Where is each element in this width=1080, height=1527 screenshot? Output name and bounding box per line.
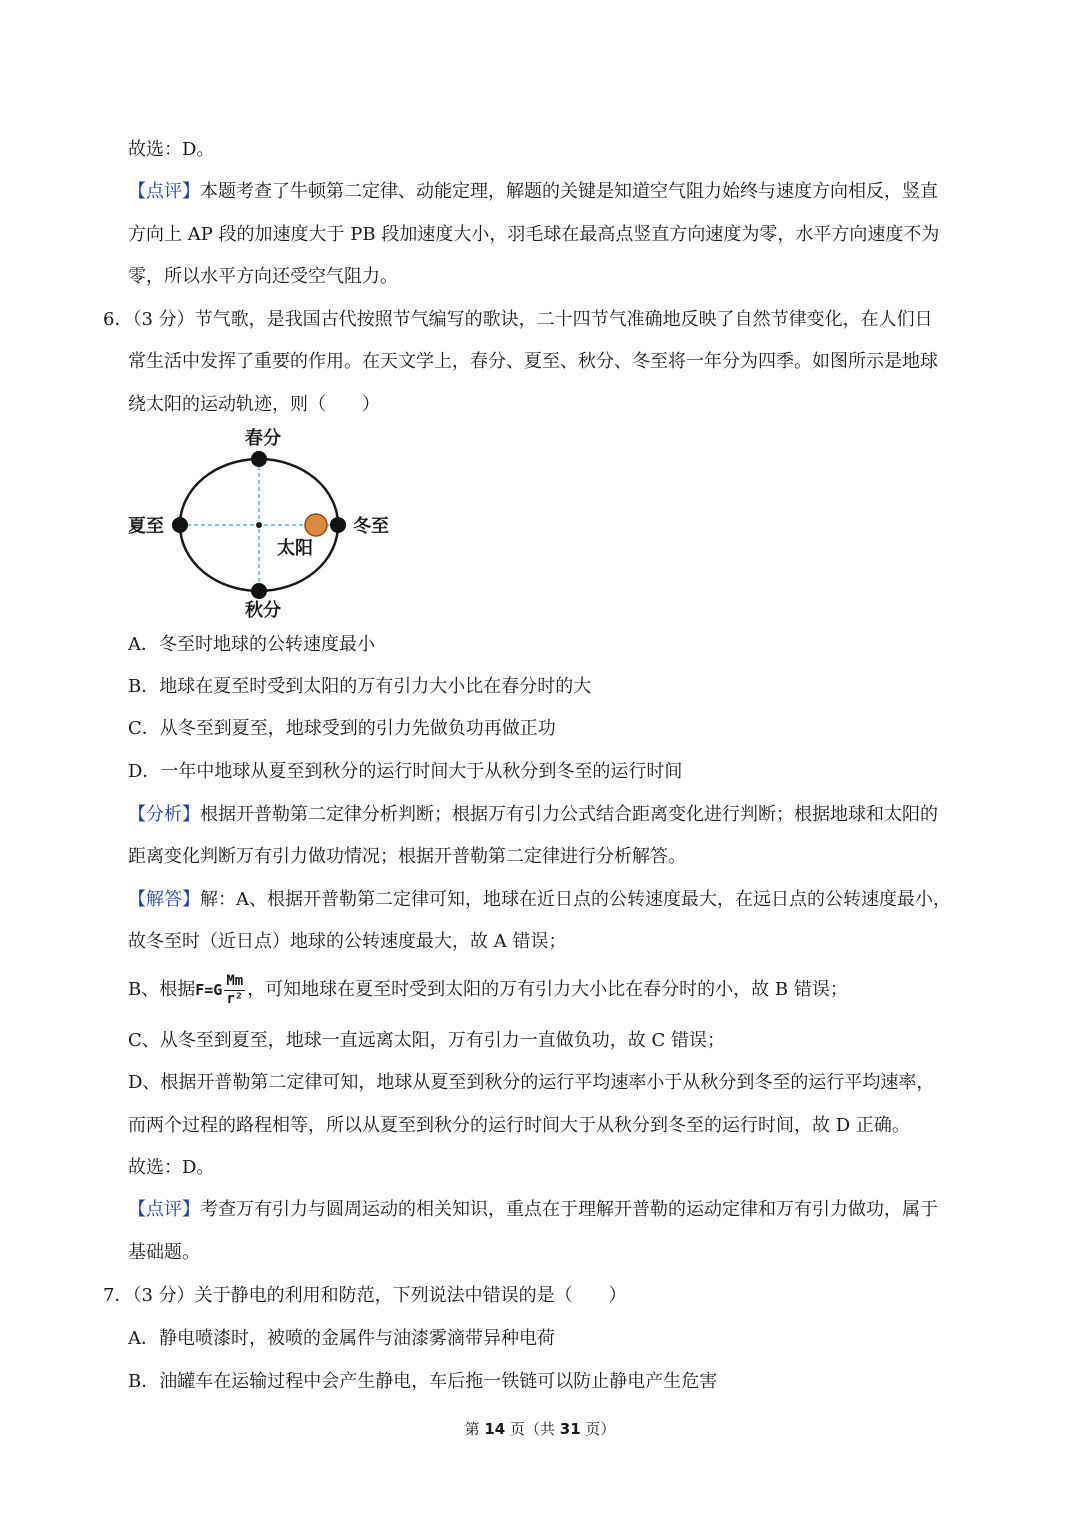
earth-spring — [251, 451, 267, 467]
q6-solution-a2: 故冬至时（近日点）地球的公转速度最大，故 A 错误； — [128, 931, 567, 952]
earth-winter — [330, 517, 346, 533]
q6-analysis-line-1: 【分析】根据开普勒第二定律分析判断；根据万有引力公式结合距离变化进行判断；根据地球和太阳的 — [128, 804, 938, 825]
comment-tag: 【点评】 — [128, 181, 200, 202]
q6-solution-c: C、从冬至到夏至，地球一直远离太阳，万有引力一直做负功，故 C 错误； — [128, 1030, 725, 1051]
formula-lhs: F=G — [195, 981, 223, 999]
q6-option-a: A．冬至时地球的公转速度最小 — [128, 634, 375, 655]
q6-analysis-line-2: 距离变化判断万有引力做功情况；根据开普勒第二定律进行分析解答。 — [128, 846, 686, 867]
q6-solution-d1: D、根据开普勒第二定律可知，地球从夏至到秋分的运行平均速率小于从秋分到冬至的运行平均速率， — [128, 1072, 935, 1093]
q6-solution-b: B、根据F=G $\frac{Mm}{\text{r²}}$ ，可知地球在夏至时受到太阳的万有引力大小比在春分时的小，故 B 错误； — [128, 972, 848, 1007]
q6-comment-line-2: 基础题。 — [128, 1242, 200, 1263]
orbit-center-dot — [256, 522, 262, 528]
q7-stem: 7．（3 分）关于静电的利用和防范，下列说法中错误的是（ ） — [103, 1285, 627, 1306]
page-total: 31 — [559, 1420, 581, 1438]
q6-option-b: B．地球在夏至时受到太阳的万有引力大小比在春分时的大 — [128, 676, 592, 697]
q6-option-d: D．一年中地球从夏至到秋分的运行时间大于从秋分到冬至的运行时间 — [128, 761, 683, 782]
q6-stem-line-1: 6．（3 分）节气歌，是我国古代按照节气编写的歌诀，二十四节气准确地反映了自然节律变化，在人们日 — [103, 309, 933, 330]
q6-stem-line-3: 绕太阳的运动轨迹，则（ ） — [128, 394, 380, 415]
sun — [305, 514, 327, 536]
q6-stem-line-2: 常生活中发挥了重要的作用。在天文学上，春分、夏至、秋分、冬至将一年分为四季。如图所示是地球 — [128, 351, 938, 372]
page-number: 14 — [484, 1420, 506, 1438]
label-autumn-equinox: 秋分 — [245, 600, 281, 621]
label-spring-equinox: 春分 — [245, 428, 281, 449]
q6-option-c: C．从冬至到夏至，地球受到的引力先做负功再做正功 — [128, 718, 556, 739]
label-winter-solstice: 冬至 — [353, 516, 389, 537]
earth-autumn — [251, 583, 267, 599]
earth-summer — [172, 517, 188, 533]
earth-orbit-diagram — [120, 420, 400, 625]
prev-comment-line-2: 方向上 AP 段的加速度大于 PB 段加速度大小，羽毛球在最高点竖直方向速度为零，水平方向速度不为 — [128, 224, 940, 245]
prev-comment-line-3: 零，所以水平方向还受空气阻力。 — [128, 266, 398, 287]
label-summer-solstice: 夏至 — [128, 516, 164, 537]
formula-fraction: $\frac{Mm}{\text{r²}}$ — [226, 972, 244, 1007]
label-sun: 太阳 — [277, 538, 313, 559]
comment-tag: 【点评】 — [128, 1199, 200, 1220]
q6-answer: 故选：D。 — [128, 1157, 215, 1178]
prev-comment-line-1: 【点评】本题考查了牛顿第二定律、动能定理，解题的关键是知道空气阻力始终与速度方向相反，竖直 — [128, 181, 938, 202]
analysis-tag: 【分析】 — [128, 804, 200, 825]
q6-comment-line-1: 【点评】考查万有引力与圆周运动的相关知识，重点在于理解开普勒的运动定律和万有引力做功，属于 — [128, 1199, 938, 1220]
q6-solution-d2: 而两个过程的路程相等，所以从夏至到秋分的运行时间大于从秋分到冬至的运行时间，故 D 正确。 — [128, 1115, 910, 1136]
q6-solution-line-1: 【解答】解：A、根据开普勒第二定律可知，地球在近日点的公转速度最大，在远日点的公转速度最小， — [128, 889, 951, 910]
page-footer: 第 14 页（共 31 页） — [464, 1420, 616, 1438]
prev-answer: 故选：D。 — [128, 139, 215, 160]
q7-option-a: A．静电喷漆时，被喷的金属件与油漆雾滴带异种电荷 — [128, 1328, 555, 1349]
solution-tag: 【解答】 — [128, 889, 200, 910]
q7-option-b: B．油罐车在运输过程中会产生静电，车后拖一铁链可以防止静电产生危害 — [128, 1371, 718, 1392]
